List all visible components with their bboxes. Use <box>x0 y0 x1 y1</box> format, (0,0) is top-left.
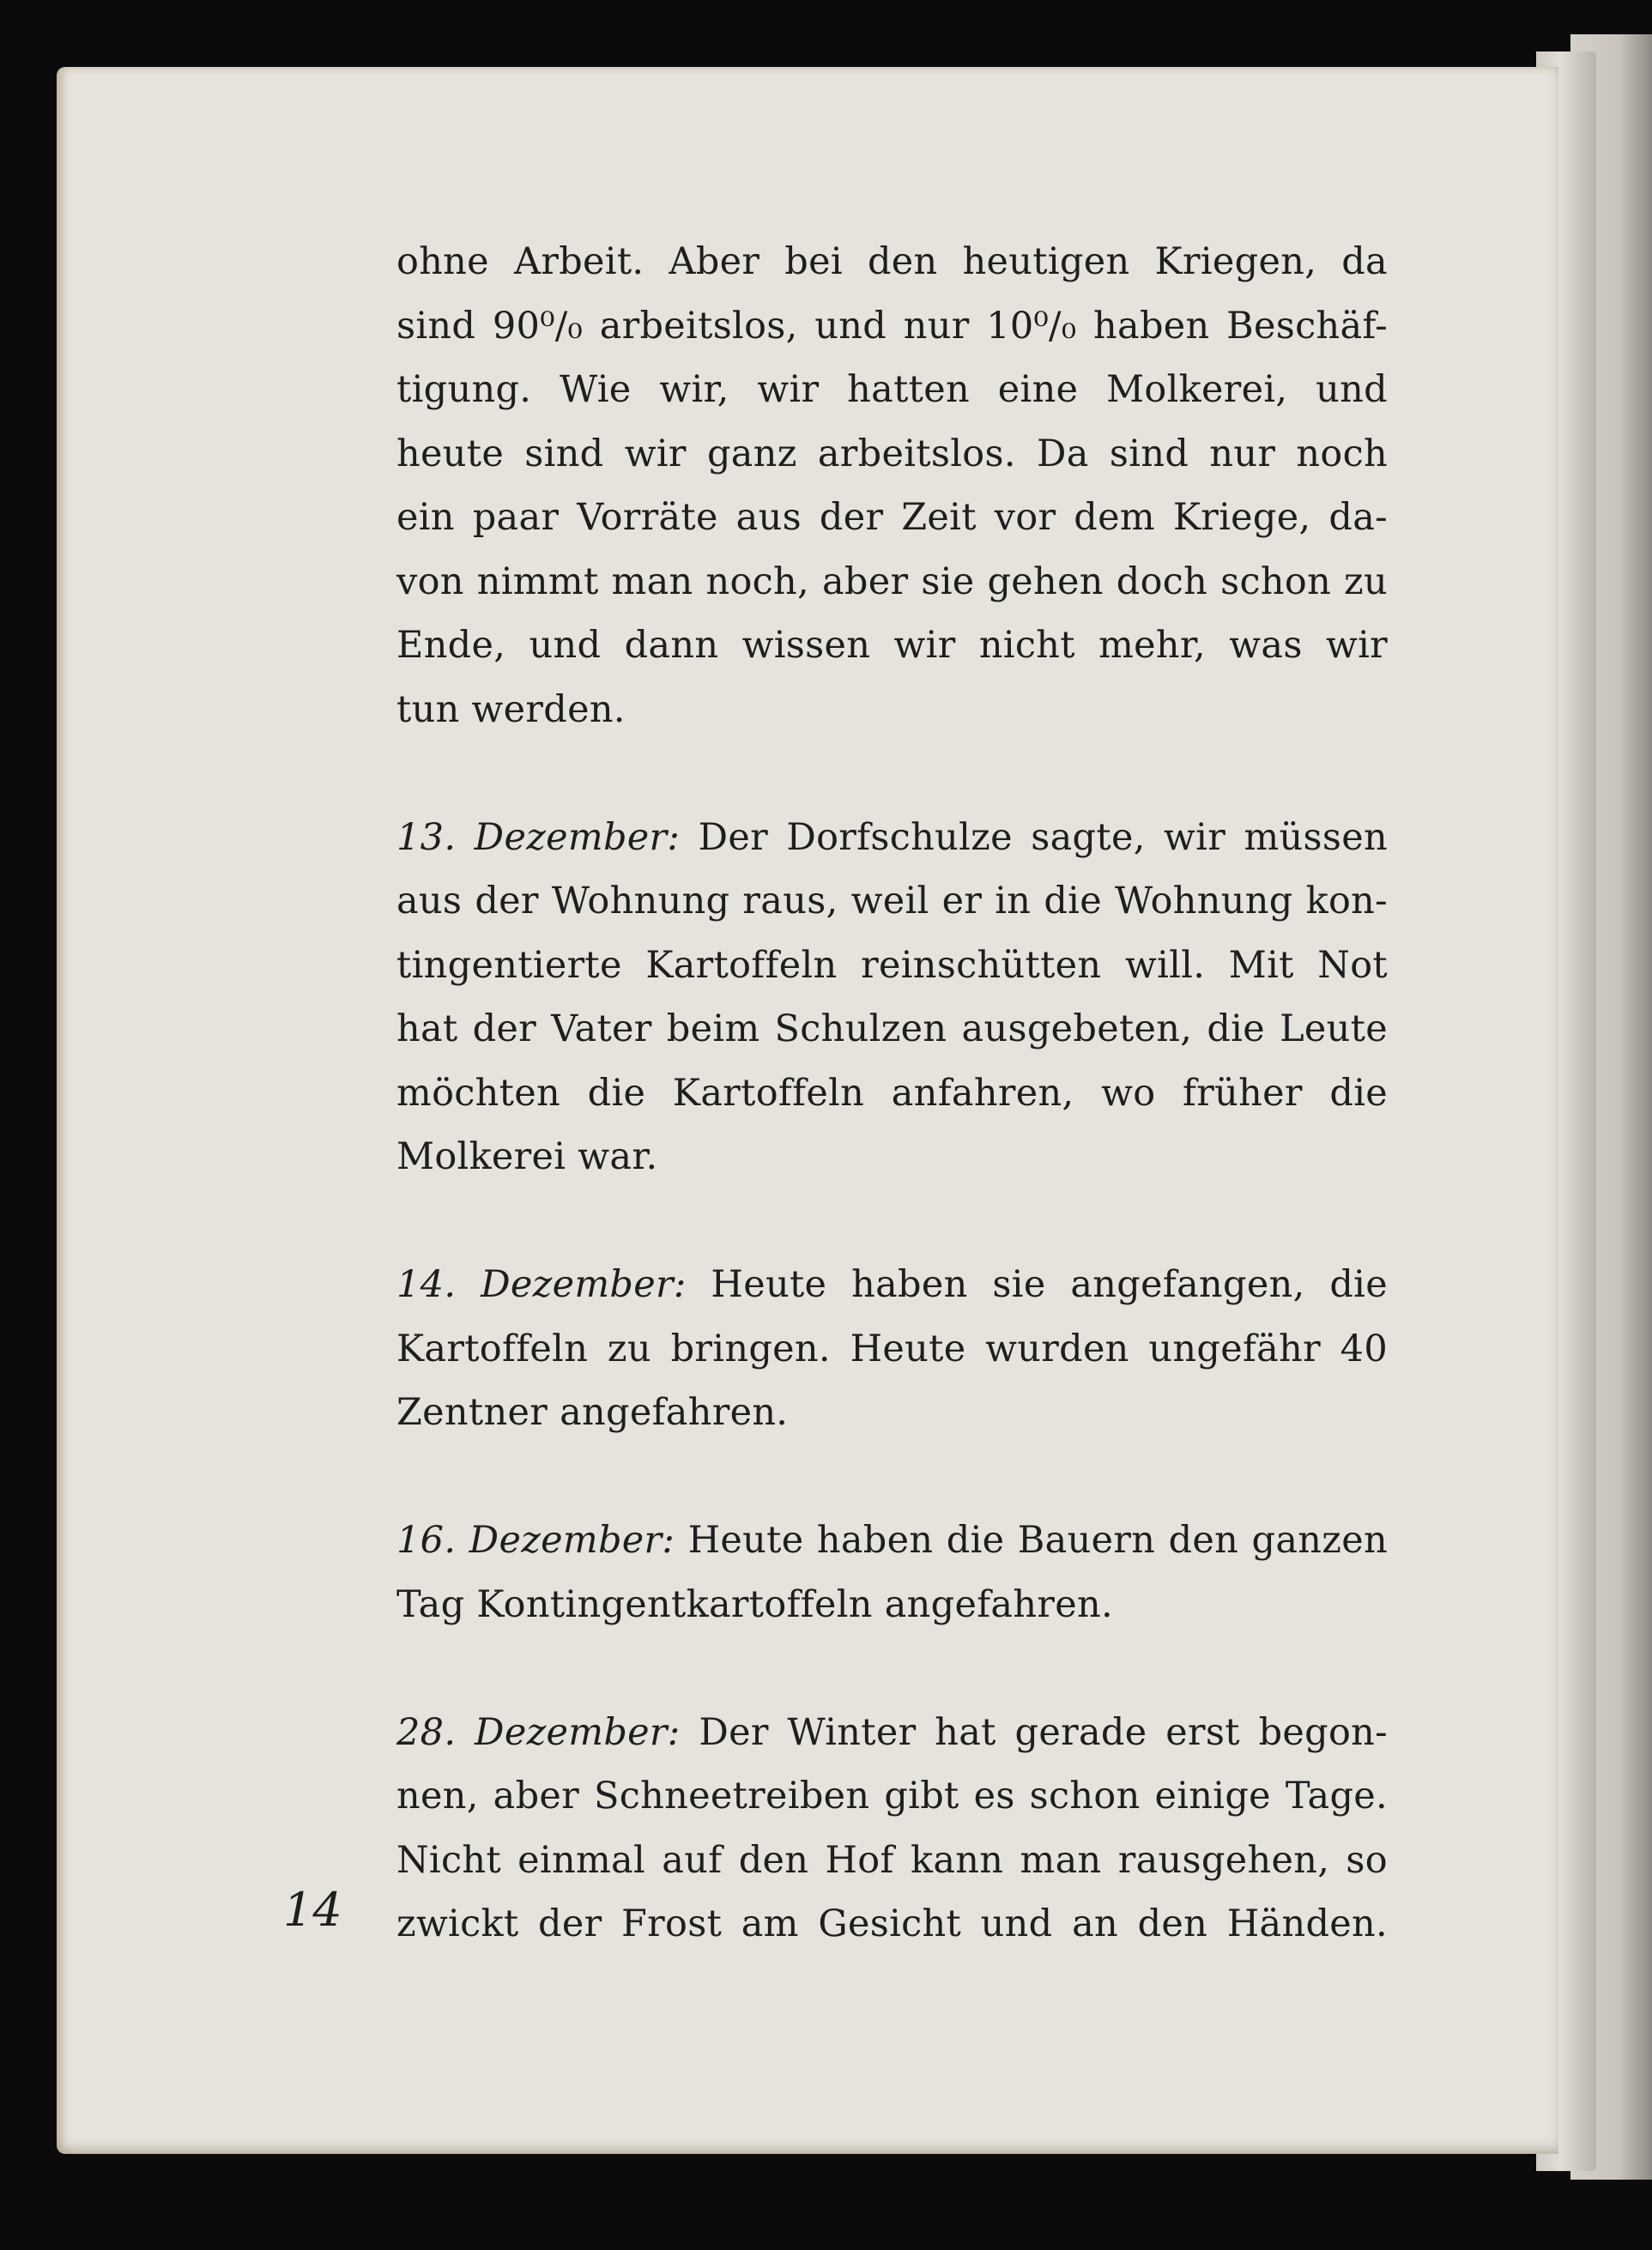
entry-text: Der Dorfschulze sagte, wir müssen <box>680 815 1388 859</box>
entry-text: Heute haben die Bauern den ganzen <box>675 1519 1388 1562</box>
text-line: Molkerei war. <box>396 1135 658 1178</box>
page-number: 14 <box>283 1883 342 1937</box>
entry-date: 28. Dezember: <box>396 1710 681 1754</box>
text-line: hat der Vater beim Schulzen ausgebeten, die Leute <box>396 1007 1388 1050</box>
entry-16-dezember <box>396 1509 1388 1636</box>
text-line: sind 90⁰/₀ arbeitslos, und nur 10⁰/₀ haben Beschäf- <box>396 304 1388 348</box>
text-line: zwickt der Frost am Gesicht und an den Händen. <box>396 1902 1388 1945</box>
text-line: Tag Kontingentkartoffeln angefahren. <box>396 1582 1113 1626</box>
entry-14-dezember <box>396 1253 1388 1445</box>
text-line: möchten die Kartoffeln anfahren, wo früher die <box>396 1071 1388 1115</box>
entry-date: 16. Dezember: <box>396 1519 675 1562</box>
text-line: nen, aber Schneetreiben gibt es schon einige Tage. <box>396 1775 1388 1818</box>
text-line: ein paar Vorräte aus der Zeit vor dem Kriege, da- <box>396 496 1388 539</box>
paragraph-1 <box>396 230 1388 741</box>
text-line: ohne Arbeit. Aber bei den heutigen Kriegen, da <box>396 240 1388 283</box>
text-line: tun werden. <box>396 687 626 731</box>
entry-28-dezember <box>396 1701 1388 1957</box>
text-line <box>396 1253 1388 1317</box>
text-line: Nicht einmal auf den Hof kann man rausgehen, so <box>396 1838 1388 1882</box>
text-line <box>396 1509 1388 1573</box>
body-text <box>396 230 1388 1957</box>
entry-13-dezember <box>396 806 1388 1189</box>
text-line: heute sind wir ganz arbeitslos. Da sind nur noch <box>396 432 1388 475</box>
text-line <box>396 1701 1388 1765</box>
text-line: aus der Wohnung raus, weil er in die Wohnung kon- <box>396 880 1388 922</box>
text-line: Ende, und dann wissen wir nicht mehr, was wir <box>396 624 1388 667</box>
entry-date: 14. Dezember: <box>396 1263 687 1306</box>
text-line: Kartoffeln zu bringen. Heute wurden ungefähr 40 <box>396 1327 1388 1370</box>
text-line: Zentner angefahren. <box>396 1391 789 1434</box>
entry-date: 13. Dezember: <box>396 815 681 859</box>
entry-text: Der Winter hat gerade erst begon- <box>680 1710 1388 1754</box>
text-line: tingentierte Kartoffeln reinschütten will. Mit Not <box>396 943 1388 987</box>
text-line: tigung. Wie wir, wir hatten eine Molkerei, und <box>396 368 1388 411</box>
entry-text: Heute haben sie angefangen, die <box>686 1263 1388 1306</box>
text-line: von nimmt man noch, aber sie gehen doch schon zu <box>396 559 1388 603</box>
text-line <box>396 806 1388 870</box>
